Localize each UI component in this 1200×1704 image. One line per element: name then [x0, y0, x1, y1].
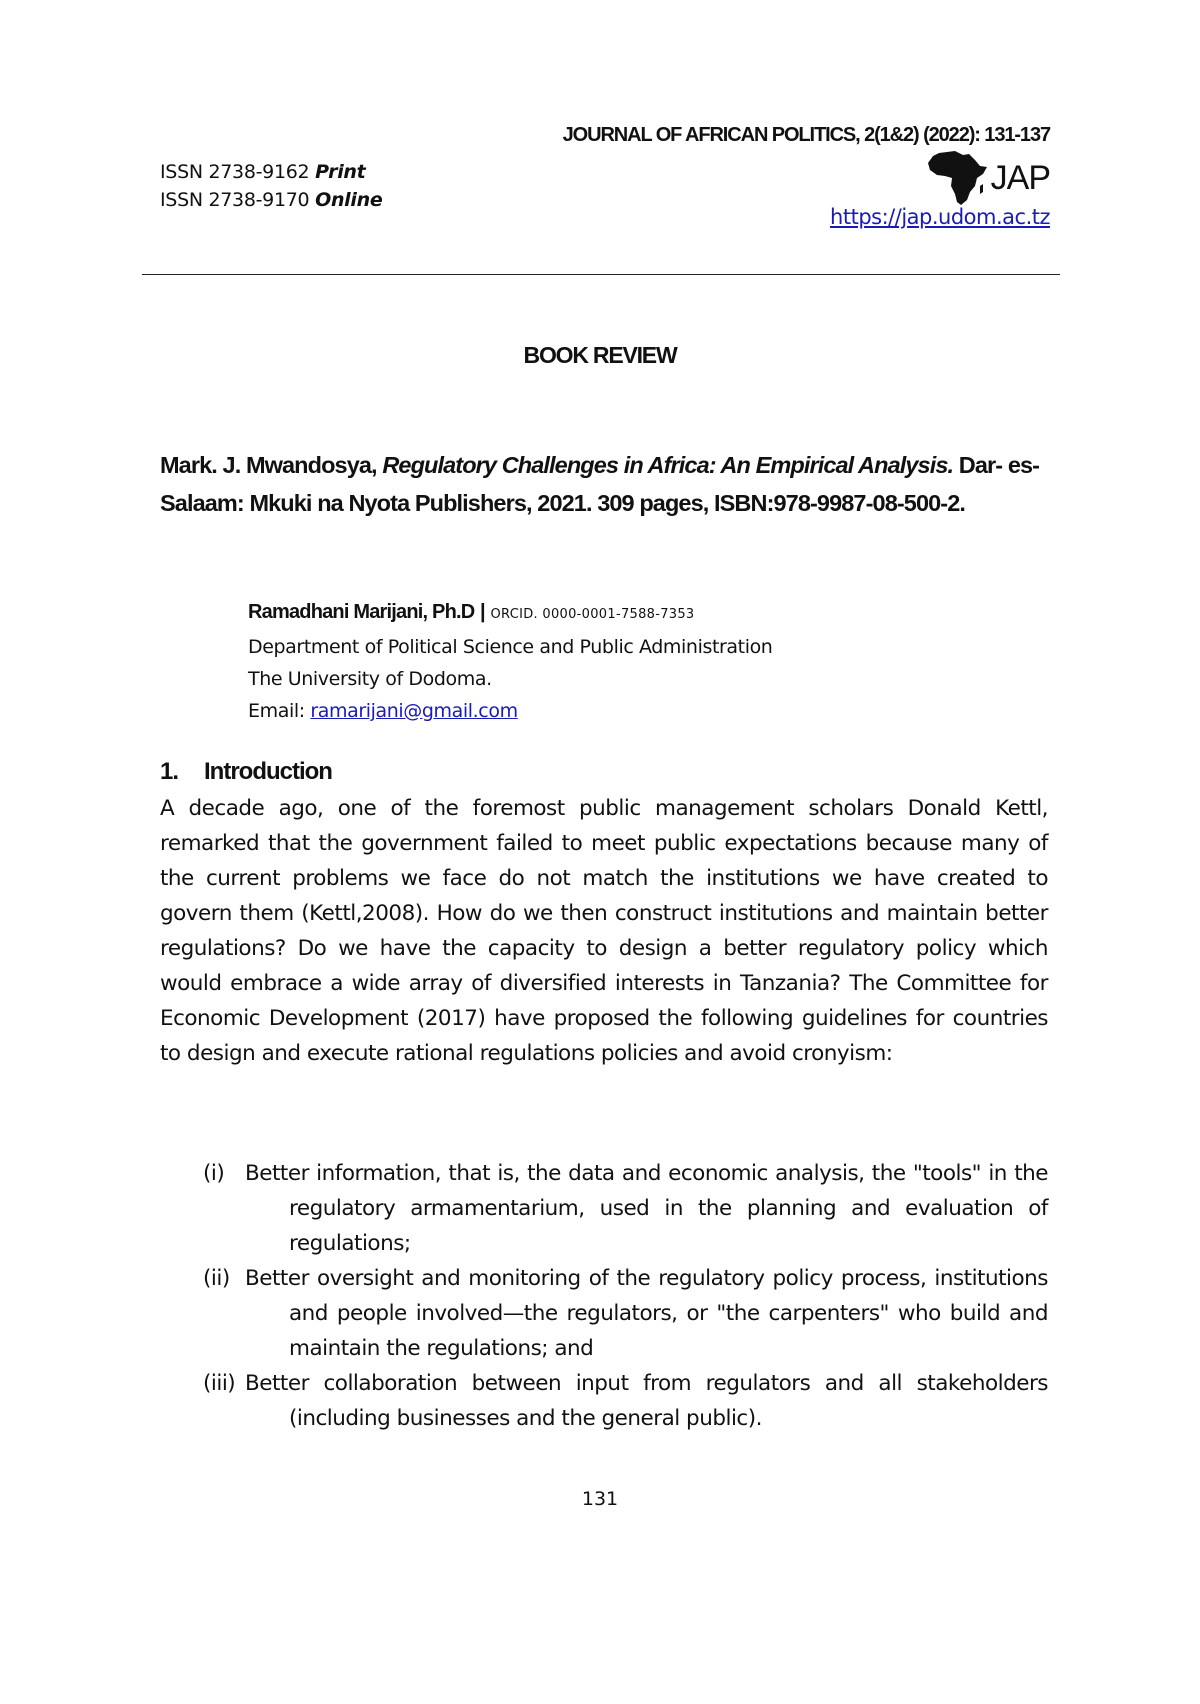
reviewer-affiliation — [248, 596, 772, 727]
journal-title: JOURNAL OF AFRICAN POLITICS, 2(1&2) (2022): 131-137 — [562, 124, 1050, 146]
introduction-paragraph: A decade ago, one of the foremost public management scholars Donald Kettl, remarked that the government failed to meet public expectations because many of the current problems we face do not match the institutions we have created to govern them (Kettl,2008). How do we then construct institutions and maintain better regulations? Do we have the capacity to design a better regulatory policy which would embrace a wide array of diversified interests in Tanzania? The Committee for Economic Development (2017) have proposed the following guidelines for countries to design and execute rational regulations policies and avoid cronyism: — [160, 796, 1048, 1066]
list-item — [203, 1366, 1048, 1436]
issn-block — [160, 158, 382, 214]
page-number: 131 — [581, 1488, 619, 1510]
heading-number: 1. — [160, 758, 179, 785]
issn-online — [160, 186, 382, 214]
issn-online-number: ISSN 2738-9170 — [160, 189, 310, 211]
list-text: Better information, that is, the data and economic analysis, the "tools" in the regulatory armamentarium, used in the planning and evaluation of regulations; — [245, 1161, 1048, 1256]
list-marker: (iii) — [203, 1371, 236, 1396]
book-title: Regulatory Challenges in Africa: An Empirical Analysis. — [382, 452, 954, 478]
reviewer-university: The University of Dodoma. — [248, 668, 492, 690]
email-link[interactable]: ramarijani@gmail.com — [310, 700, 518, 722]
email-label: Email: — [248, 700, 305, 722]
list-item — [203, 1156, 1048, 1261]
guidelines-list — [203, 1156, 1048, 1436]
reviewer-line — [248, 596, 772, 631]
reviewer-orcid: ORCID. 0000-0001-7588-7353 — [490, 607, 695, 622]
reviewer-department: Department of Political Science and Public Administration — [248, 636, 773, 658]
journal-url-link[interactable]: https://jap.udom.ac.tz — [830, 205, 1050, 229]
issn-online-type: Online — [315, 189, 383, 211]
issn-print — [160, 158, 382, 186]
journal-logo — [563, 149, 1050, 207]
reviewer-email-line — [248, 695, 772, 727]
list-marker: (i) — [203, 1161, 225, 1186]
logo-text: JAP — [990, 158, 1050, 197]
list-marker: (ii) — [203, 1266, 230, 1291]
journal-header — [563, 124, 1050, 229]
introduction-heading — [160, 758, 332, 786]
book-citation — [160, 446, 1048, 522]
list-text: Better oversight and monitoring of the regulatory policy process, institutions and people involved—the regulators, or "the carpenters" who build and maintain the regulations; and — [245, 1266, 1048, 1361]
section-label: BOOK REVIEW — [523, 342, 677, 368]
list-text: Better collaboration between input from regulators and all stakeholders (including businesses and the general public). — [245, 1371, 1048, 1431]
reviewer-name: Ramadhani Marijani, Ph.D — [248, 601, 475, 623]
header-divider — [142, 274, 1060, 275]
book-publication: Dar- es- Salaam: Mkuki na Nyota Publishers, 2021. 309 pages, ISBN:978-9987-08-500-2. — [160, 452, 1040, 516]
reviewer-separator: | — [480, 601, 485, 623]
heading-text: Introduction — [204, 758, 332, 785]
africa-map-icon — [925, 150, 989, 206]
issn-print-number: ISSN 2738-9162 — [160, 161, 310, 183]
issn-print-type: Print — [315, 161, 366, 183]
book-author: Mark. J. Mwandosya, — [160, 452, 377, 478]
list-item — [203, 1261, 1048, 1366]
